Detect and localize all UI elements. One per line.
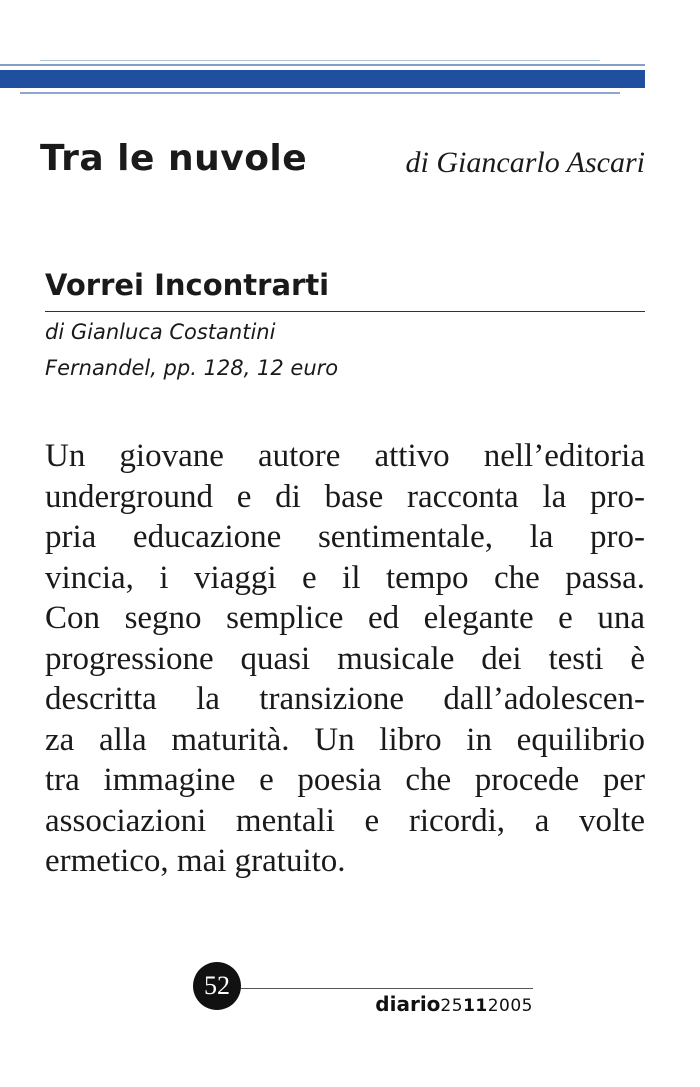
review-line: Con segno semplice ed elegante e una bbox=[45, 600, 645, 636]
page-footer bbox=[193, 962, 538, 1016]
footer-rule bbox=[241, 988, 533, 989]
review-text bbox=[45, 436, 645, 882]
stripe-line bbox=[40, 60, 600, 61]
review-line: tra immagine e poesia che procede per bbox=[45, 762, 645, 798]
review-line: vincia, i viaggi e il tempo che passa. bbox=[45, 559, 645, 596]
stripe-line bbox=[0, 64, 645, 66]
column-header bbox=[40, 138, 645, 188]
review-line: ermetico, mai gratuito. bbox=[45, 843, 346, 879]
title-rule bbox=[45, 311, 645, 312]
issue-month: 11 bbox=[463, 996, 488, 1016]
review-line: underground e di base racconta la pro- bbox=[45, 478, 645, 515]
stripe-band bbox=[0, 70, 645, 88]
review-line: descritta la transizione dall’adolescen- bbox=[45, 681, 645, 717]
book-title: Vorrei Incontrarti bbox=[45, 268, 330, 302]
stripe-line bbox=[20, 92, 620, 94]
review-line: za alla maturità. Un libro in equilibrio bbox=[45, 721, 645, 758]
review-line: Un giovane autore attivo nell’editoria bbox=[45, 438, 645, 474]
page-number: 52 bbox=[193, 962, 241, 1010]
column-author: di Giancarlo Ascari bbox=[405, 146, 645, 179]
review-line: associazioni mentali e ricordi, a volte bbox=[45, 802, 645, 839]
column-title: Tra le nuvole bbox=[40, 138, 308, 179]
review-line: pria educazione sentimentale, la pro- bbox=[45, 519, 645, 555]
magazine-name: diario bbox=[375, 992, 441, 1016]
review-line: progressione quasi musicale dei testi è bbox=[45, 640, 645, 677]
book-publication: Fernandel, pp. 128, 12 euro bbox=[45, 356, 339, 380]
book-author: di Gianluca Costantini bbox=[45, 320, 276, 344]
issue-date bbox=[440, 996, 533, 1016]
issue-year: 2005 bbox=[487, 996, 533, 1016]
magazine-masthead bbox=[375, 992, 533, 1016]
issue-day: 25 bbox=[440, 996, 464, 1016]
